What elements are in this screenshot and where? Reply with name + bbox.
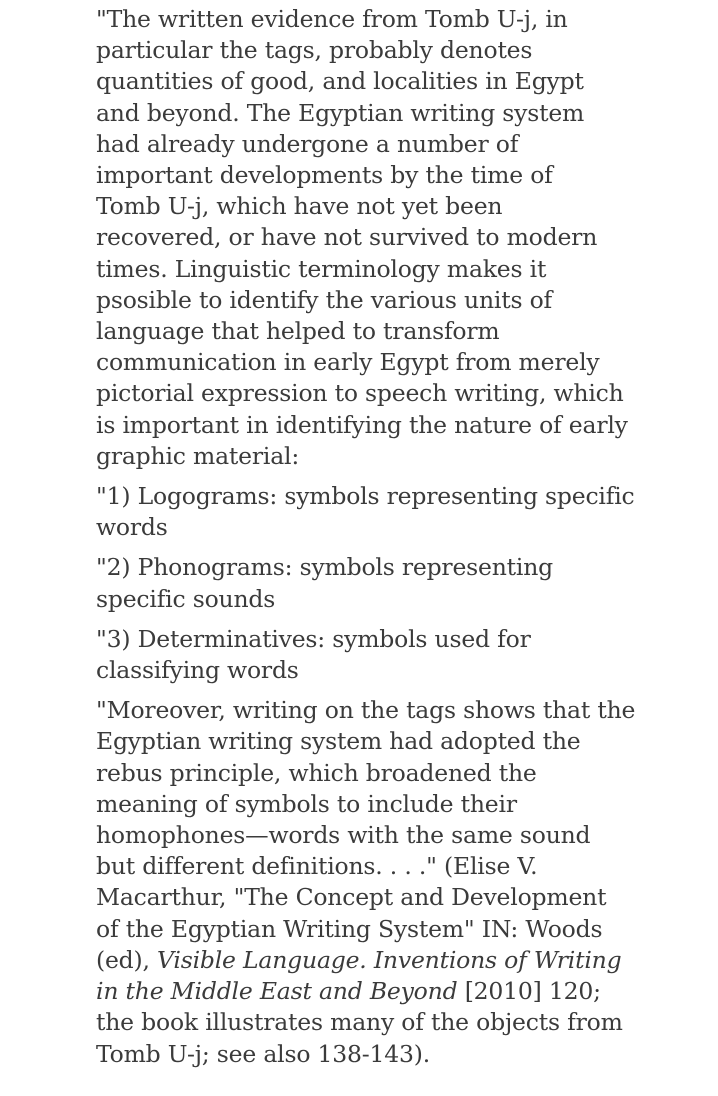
text-line: important developments by the time of xyxy=(96,161,553,190)
text-line: Tomb U-j; see also 138-143). xyxy=(96,1039,431,1068)
paragraph-determinatives xyxy=(96,624,706,686)
paragraph-tomb-evidence xyxy=(96,4,706,472)
text-line: homophones—words with the same sound xyxy=(96,821,591,850)
text-line xyxy=(96,976,706,1007)
citation-editor: (ed), xyxy=(96,945,158,974)
text-line: recovered, or have not survived to modern xyxy=(96,223,598,252)
text-line: the book illustrates many of the objects from xyxy=(96,1008,623,1037)
citation-year-page: [2010] 120; xyxy=(457,977,601,1006)
book-title: Visible Language. Inventions of Writing xyxy=(157,945,622,974)
document-body xyxy=(96,4,706,1079)
text-line: times. Linguistic terminology makes it xyxy=(96,254,547,283)
text-line: quantities of good, and localities in Egypt xyxy=(96,67,584,96)
text-line: "2) Phonograms: symbols representing xyxy=(96,553,554,582)
text-line: rebus principle, which broadened the xyxy=(96,758,537,787)
paragraph-rebus-citation xyxy=(96,695,706,1069)
text-line: particular the tags, probably denotes xyxy=(96,36,533,65)
text-line: of the Egyptian Writing System" IN: Woods xyxy=(96,914,603,943)
text-line: Macarthur, "The Concept and Development xyxy=(96,883,607,912)
paragraph-phonograms xyxy=(96,552,706,614)
text-line: "1) Logograms: symbols representing specific xyxy=(96,482,635,511)
text-line: pictorial expression to speech writing, which xyxy=(96,379,624,408)
paragraph-logograms xyxy=(96,481,706,543)
text-line: language that helped to transform xyxy=(96,317,500,346)
text-line: and beyond. The Egyptian writing system xyxy=(96,98,585,127)
text-line: "Moreover, writing on the tags shows that the xyxy=(96,696,636,725)
text-line: "3) Determinatives: symbols used for xyxy=(96,624,531,653)
text-line: graphic material: xyxy=(96,441,300,470)
text-line: words xyxy=(96,513,168,542)
text-line: meaning of symbols to include their xyxy=(96,789,517,818)
text-line: Tomb U-j, which have not yet been xyxy=(96,192,503,221)
text-line: psosible to identify the various units of xyxy=(96,285,553,314)
book-title-continued: in the Middle East and Beyond xyxy=(96,977,458,1006)
text-line: specific sounds xyxy=(96,584,276,613)
text-line: "The written evidence from Tomb U-j, in xyxy=(96,5,568,33)
text-line: but different definitions. . . ." (Elise V. xyxy=(96,852,538,881)
text-line: had already undergone a number of xyxy=(96,129,519,158)
text-line xyxy=(96,945,706,976)
text-line: classifying words xyxy=(96,656,299,685)
text-line: communication in early Egypt from merely xyxy=(96,348,600,377)
text-line: is important in identifying the nature of early xyxy=(96,410,628,439)
text-line: Egyptian writing system had adopted the xyxy=(96,727,581,756)
